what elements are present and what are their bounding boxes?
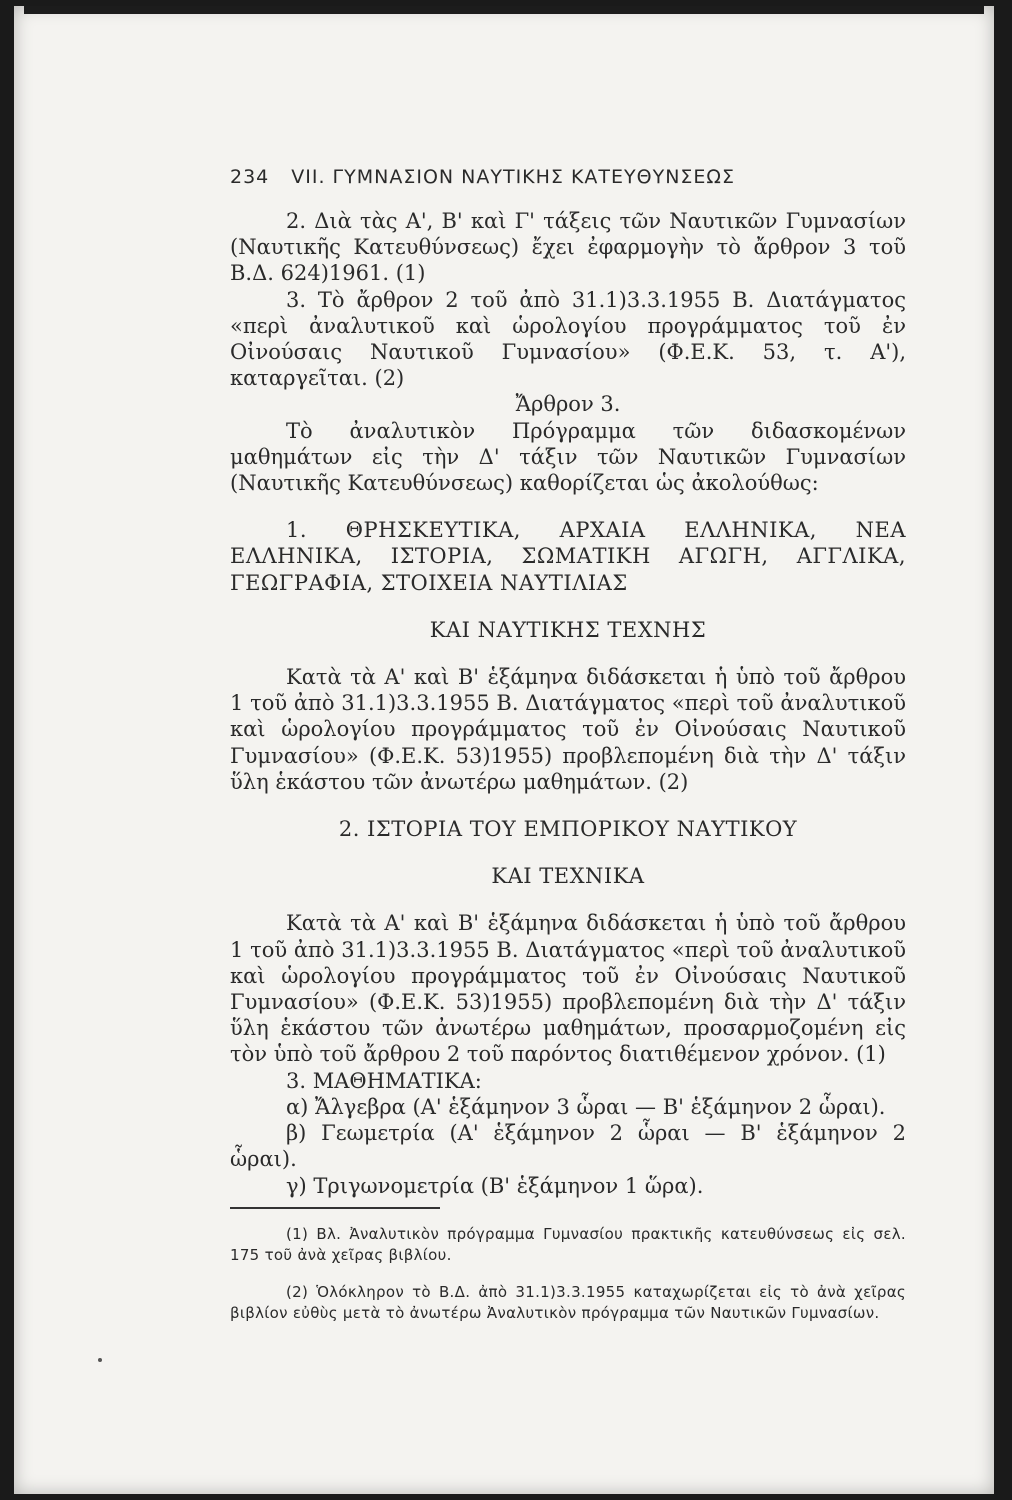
section-heading-1-cont: ΚΑΙ ΝΑΥΤΙΚΗΣ ΤΕΧΝΗΣ [429, 617, 707, 642]
scan-edge-strip [24, 6, 984, 14]
paragraph-1: 2. Διὰ τὰς Α', Β' καὶ Γ' τάξεις τῶν Ναυτικῶν Γυμνασίων (Ναυτικῆς Κατευθύνσεως) ἔχει ἐφαρμογὴν τὸ ἄρθρον 3 τοῦ Β.Δ. 624)1961. (1) [230, 209, 906, 286]
list-item-c: γ) Τριγωνομετρία (Β' ἑξάμηνον 1 ὥρα). [286, 1173, 704, 1198]
running-header [230, 166, 906, 188]
section-heading-2: 2. ΙΣΤΟΡΙΑ ΤΟΥ ΕΜΠΟΡΙΚΟΥ ΝΑΥΤΙΚΟΥ [338, 817, 798, 842]
chapter-title: VII. ΓΥΜΝΑΣΙΟΝ ΝΑΥΤΙΚΗΣ ΚΑΤΕΥΘΥΝΣΕΩΣ [291, 166, 735, 188]
article-title: Ἄρθρον 3. [515, 392, 621, 417]
paragraph-4: Κατὰ τὰ Α' καὶ Β' ἑξάμηνα διδάσκεται ἡ ὑπὸ τοῦ ἄρθρου 1 τοῦ ἀπὸ 31.1)3.3.1955 Β. Διατάγματος «περὶ τοῦ ἀναλυτικοῦ καὶ ὡρολογίου προγράμματος τοῦ ἐν Οἰνούσαις Ναυτικοῦ Γυμνασίου» (Φ.Ε.Κ. 53)1955) προβλεπομένη διὰ τὴν Δ' τάξιν ὕλη ἑκάστου τῶν ἀνωτέρω μαθημάτων. (2) [230, 665, 906, 794]
page-number: 234 [230, 166, 270, 188]
paragraph-2: 3. Τὸ ἄρθρον 2 τοῦ ἀπὸ 31.1)3.3.1955 Β. Διατάγματος «περὶ ἀναλυτικοῦ καὶ ὡρολογίου προγράμματος τοῦ ἐν Οἰνούσαις Ναυτικοῦ Γυμνασίου» (Φ.Ε.Κ. 53, τ. Α'), καταργεῖται. (2) [230, 287, 906, 391]
list-item-a: α) Ἄλγεβρα (Α' ἑξάμηνον 3 ὧραι — Β' ἑξάμηνον 2 ὧραι). [286, 1094, 886, 1119]
footnote-2: (2) Ὁλόκληρον τὸ Β.Δ. ἀπὸ 31.1)3.3.1955 καταχωρίζεται εἰς τὸ ἀνὰ χεῖρας βιβλίον εὐθὺς μετὰ τὸ ἀνωτέρω Ἀναλυτικὸν πρόγραμμα τῶν Ναυτικῶν Γυμνασίων. [230, 1282, 906, 1323]
footnote-rule [230, 1207, 440, 1209]
section-heading-2-cont: ΚΑΙ ΤΕΧΝΙΚΑ [491, 864, 645, 889]
paragraph-3: Τὸ ἀναλυτικὸν Πρόγραμμα τῶν διδασκομένων μαθημάτων εἰς τὴν Δ' τάξιν τῶν Ναυτικῶν Γυμνασίων (Ναυτικῆς Κατευθύνσεως) καθορίζεται ὡς ἀκολούθως: [230, 418, 906, 496]
paragraph-5: Κατὰ τὰ Α' καὶ Β' ἑξάμηνα διδάσκεται ἡ ὑπὸ τοῦ ἄρθρου 1 τοῦ ἀπὸ 31.1)3.3.1955 Β. Διατάγματος «περὶ τοῦ ἀναλυτικοῦ καὶ ὡρολογίου προγράμματος τοῦ ἐν Οἰνούσαις Ναυτικοῦ Γυμνασίου» (Φ.Ε.Κ. 53)1955) προβλεπομένη διὰ τὴν Δ' τάξιν ὕλη ἑκάστου τῶν ἀνωτέρω μαθημάτων, προσαρμοζομένη εἰς τὸν ὑπὸ τοῦ ἄρθρου 2 τοῦ παρόντος διατιθέμενον χρόνον. (1) [230, 911, 906, 1067]
footnote-1: (1) Βλ. Ἀναλυτικὸν πρόγραμμα Γυμνασίου πρακτικῆς κατευθύνσεως εἰς σελ. 175 τοῦ ἀνὰ χεῖρας βιβλίου. [230, 1224, 906, 1265]
ink-speck [98, 1358, 102, 1362]
section-heading-1: 1. ΘΡΗΣΚΕΥΤΙΚΑ, ΑΡΧΑΙΑ ΕΛΛΗΝΙΚΑ, ΝΕΑ ΕΛΛΗΝΙΚΑ, ΙΣΤΟΡΙΑ, ΣΩΜΑΤΙΚΗ ΑΓΩΓΗ, ΑΓΓΛΙΚΑ, ΓΕΩΓΡΑΦΙΑ, ΣΤΟΙΧΕΙΑ ΝΑΥΤΙΛΙΑΣ [230, 518, 906, 595]
scanned-page [14, 6, 994, 1494]
page-content [230, 166, 906, 1340]
list-item-b: β) Γεωμετρία (Α' ἑξάμηνον 2 ὧραι — Β' ἑξάμηνον 2 ὧραι). [230, 1121, 906, 1172]
section-heading-3: 3. ΜΑΘΗΜΑΤΙΚΑ: [286, 1068, 482, 1093]
